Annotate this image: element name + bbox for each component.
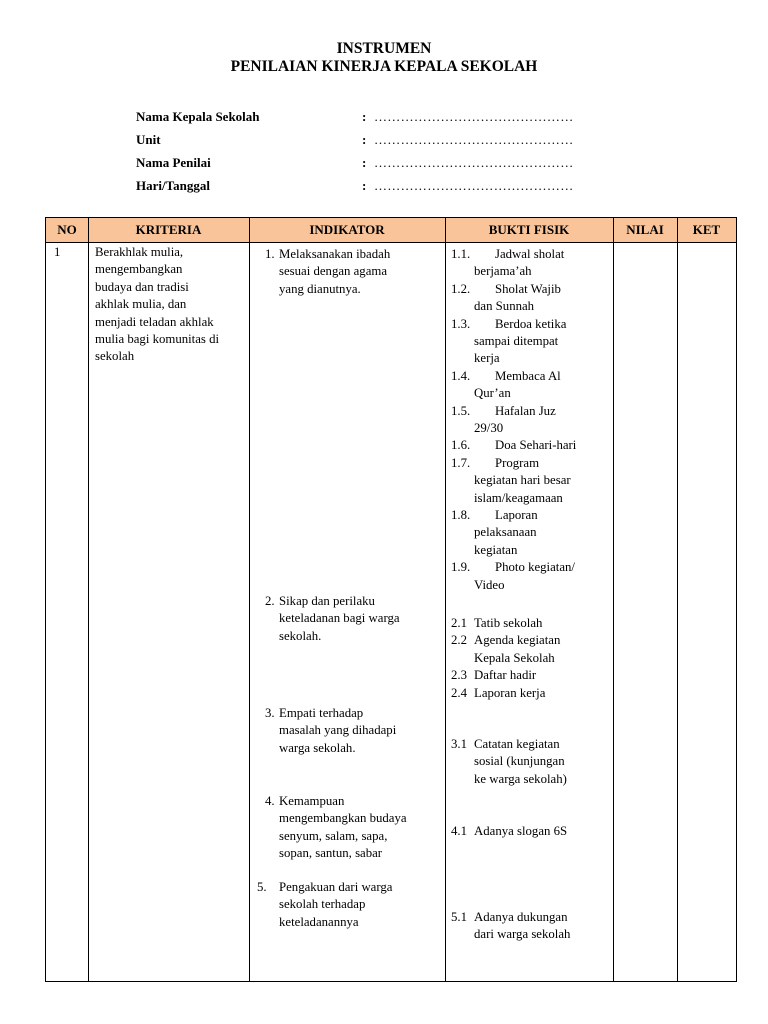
bukti-fisik-line: Laporan kerja	[474, 685, 546, 700]
field-blank[interactable]: ………………………………………	[374, 109, 574, 124]
kriteria-text	[95, 244, 245, 366]
document-title: INSTRUMEN	[336, 40, 432, 57]
indikator-line: mengembangkan budaya	[279, 811, 407, 826]
kriteria-line: sekolah	[95, 349, 135, 364]
indikator-number: 1.	[265, 247, 275, 261]
column-divider	[88, 218, 89, 981]
indikator-line: warga sekolah.	[279, 740, 356, 755]
header-no: NO	[46, 218, 88, 243]
bukti-fisik-number: 1.7.	[451, 455, 471, 470]
indikator-line: Pengakuan dari warga	[279, 880, 393, 894]
field-blank[interactable]: ………………………………………	[374, 178, 574, 193]
indikator-line: sesuai dengan agama	[279, 264, 388, 279]
field-label: Nama Penilai	[136, 155, 211, 170]
bukti-fisik-line: sampai ditempat	[474, 333, 559, 348]
bukti-fisik-number: 2.3	[451, 668, 467, 683]
bukti-fisik-line: Qur’an	[474, 386, 511, 401]
header-bukti-fisik: BUKTI FISIK	[445, 218, 613, 243]
field-label: Unit	[136, 132, 161, 147]
kriteria-line: akhlak mulia, dan	[95, 297, 187, 312]
indikator-line: yang dianutnya.	[279, 281, 361, 296]
indikator-line: Kemampuan	[279, 794, 345, 808]
ket-cell[interactable]	[678, 244, 735, 981]
indikator-line: sopan, santun, sabar	[279, 846, 383, 861]
header-ket: KET	[677, 218, 736, 243]
field-separator: :	[362, 109, 367, 124]
field-label: Nama Kepala Sekolah	[136, 109, 260, 124]
bukti-fisik-number: 1.4.	[451, 368, 471, 383]
kriteria-line: budaya dan tradisi	[95, 279, 189, 294]
bukti-fisik-line: pelaksanaan	[474, 525, 537, 540]
bukti-fisik-line: Doa Sehari-hari	[495, 438, 577, 453]
bukti-fisik-number: 4.1	[451, 824, 467, 838]
row-number: 1	[54, 245, 61, 259]
bukti-fisik-number: 5.1	[451, 910, 467, 924]
bukti-fisik-line: ke warga sekolah)	[474, 771, 567, 786]
bukti-fisik-line: sosial (kunjungan	[474, 754, 565, 769]
bukti-fisik-line: Sholat Wajib	[495, 281, 561, 296]
field-separator: :	[362, 155, 367, 170]
bukti-fisik-line: dari warga sekolah	[474, 927, 571, 942]
kriteria-line: menjadi teladan akhlak	[95, 314, 214, 329]
bukti-fisik-line: Catatan kegiatan	[474, 737, 560, 751]
bukti-fisik-number: 2.2	[451, 633, 467, 648]
bukti-fisik-line: kegiatan	[474, 542, 518, 557]
kriteria-line: Berakhlak mulia,	[95, 245, 184, 259]
indikator-line: masalah yang dihadapi	[279, 723, 397, 738]
bukti-fisik-line: Laporan	[495, 508, 538, 522]
indikator-number: 5.	[257, 880, 267, 894]
header-indikator: INDIKATOR	[249, 218, 445, 243]
bukti-fisik-line: islam/keagamaan	[474, 490, 563, 505]
bukti-fisik-line: berjama’ah	[474, 264, 532, 279]
bukti-fisik-number: 2.1	[451, 616, 467, 630]
bukti-fisik-line: Tatib sekolah	[474, 616, 543, 630]
bukti-fisik-line: 29/30	[474, 420, 504, 435]
indikator-line: Sikap dan perilaku	[279, 594, 375, 608]
header-kriteria: KRITERIA	[88, 218, 249, 243]
bukti-fisik-number: 3.1	[451, 737, 467, 751]
field-separator: :	[362, 132, 367, 147]
bukti-fisik-number: 1.1.	[451, 247, 471, 261]
header-nilai: NILAI	[613, 218, 677, 243]
bukti-fisik-number: 1.3.	[451, 316, 471, 331]
indikator-line: Melaksanakan ibadah	[279, 247, 391, 261]
bukti-fisik-line: Hafalan Juz	[495, 403, 556, 418]
bukti-fisik-line: Jadwal sholat	[495, 247, 565, 261]
indikator-number: 2.	[265, 594, 275, 608]
indikator-line: sekolah.	[279, 628, 322, 643]
indikator-number: 3.	[265, 706, 275, 720]
bukti-fisik-number: 1.8.	[451, 508, 471, 522]
bukti-fisik-number: 1.2.	[451, 281, 471, 296]
indikator-line: sekolah terhadap	[279, 897, 366, 912]
field-label: Hari/Tanggal	[136, 178, 210, 193]
bukti-fisik-line: Adanya slogan 6S	[474, 824, 568, 838]
bukti-fisik-number: 1.5.	[451, 403, 471, 418]
bukti-fisik-line: Agenda kegiatan	[474, 633, 561, 648]
assessment-table	[45, 217, 737, 982]
bukti-fisik-number: 1.6.	[451, 438, 471, 453]
bukti-fisik-line: Adanya dukungan	[474, 910, 568, 924]
bukti-fisik-line: kerja	[474, 351, 500, 366]
bukti-fisik-line: Photo kegiatan/	[495, 560, 575, 575]
indikator-list	[249, 218, 445, 981]
field-blank[interactable]: ………………………………………	[374, 132, 574, 147]
bukti-fisik-line: Daftar hadir	[474, 668, 537, 683]
bukti-fisik-line: Membaca Al	[495, 368, 561, 383]
indikator-number: 4.	[265, 794, 275, 808]
bukti-fisik-line: Video	[474, 577, 505, 592]
bukti-fisik-line: Kepala Sekolah	[474, 650, 555, 665]
document-subtitle: PENILAIAN KINERJA KEPALA SEKOLAH	[230, 58, 538, 75]
bukti-fisik-line: dan Sunnah	[474, 299, 535, 314]
kriteria-line: mulia bagi komunitas di	[95, 332, 220, 347]
indikator-line: senyum, salam, sapa,	[279, 828, 388, 843]
bukti-fisik-line: kegiatan hari besar	[474, 473, 571, 488]
bukti-fisik-number: 1.9.	[451, 560, 471, 575]
indikator-line: keteladanan bagi warga	[279, 611, 400, 626]
kriteria-line: mengembangkan	[95, 262, 183, 277]
bukti-fisik-number: 2.4	[451, 685, 467, 700]
bukti-fisik-line: Berdoa ketika	[495, 316, 567, 331]
indikator-line: Empati terhadap	[279, 706, 364, 720]
indikator-line: keteladanannya	[279, 914, 359, 929]
bukti-fisik-list	[445, 218, 613, 981]
bukti-fisik-line: Program	[495, 455, 540, 470]
nilai-cell[interactable]	[614, 244, 676, 981]
field-blank[interactable]: ………………………………………	[374, 155, 574, 170]
field-separator: :	[362, 178, 367, 193]
